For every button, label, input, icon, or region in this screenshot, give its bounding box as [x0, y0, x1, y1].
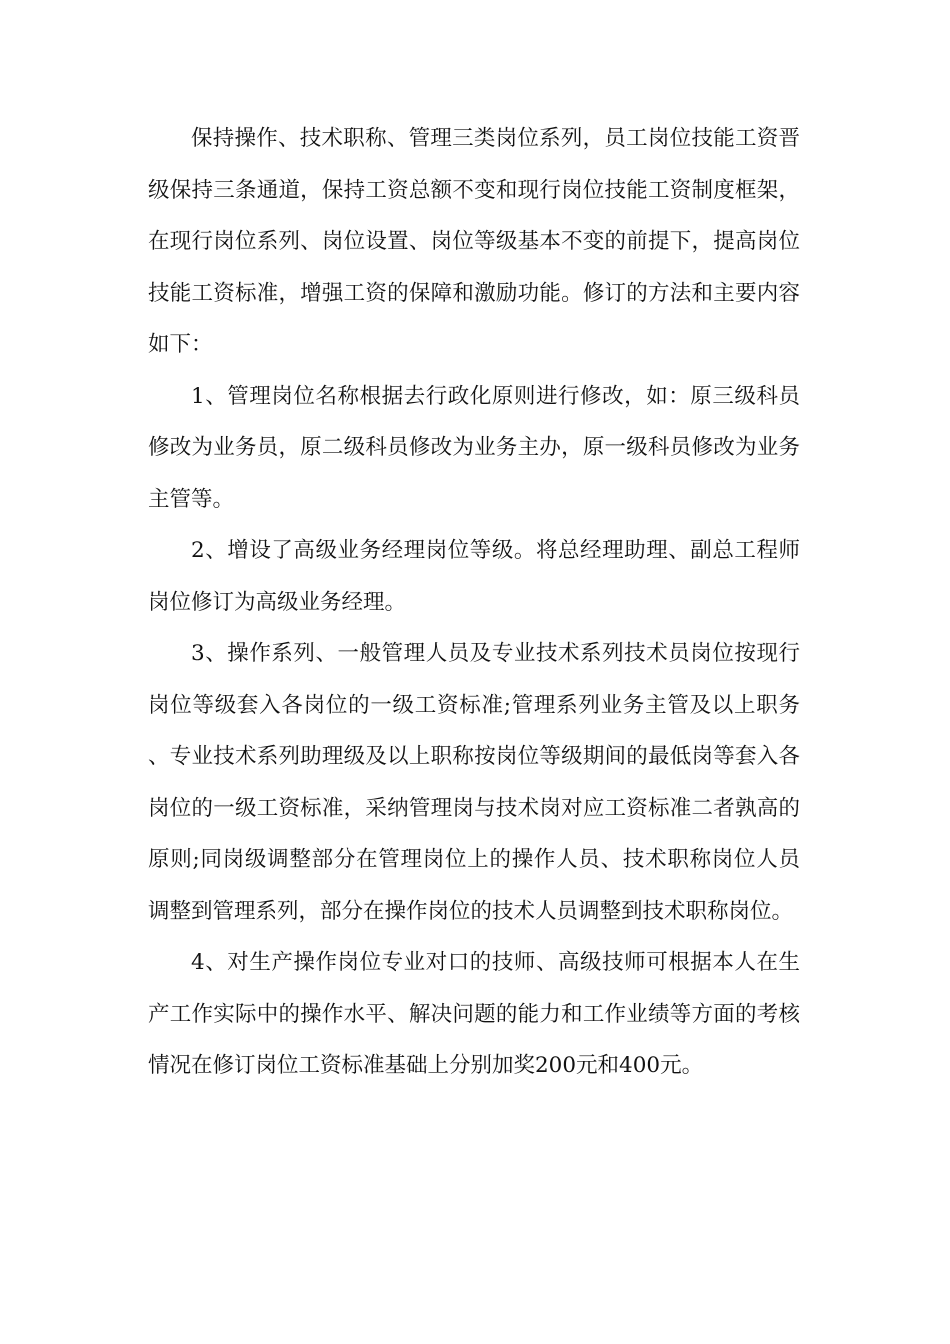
paragraph-intro: 保持操作、技术职称、管理三类岗位系列，员工岗位技能工资晋级保持三条通道，保持工资总额不变和现行岗位技能工资制度框架，在现行岗位系列、岗位设置、岗位等级基本不变的前提下，提高岗位技能工资标准，增强工资的保障和激励功能。修订的方法和主要内容如下：: [148, 126, 800, 357]
paragraph-item-3: 3、操作系列、一般管理人员及专业技术系列技术员岗位按现行岗位等级套入各岗位的一级工资标准;管理系列业务主管及以上职务、专业技术系列助理级及以上职称按岗位等级期间的最低岗等套入各岗位的一级工资标准，采纳管理岗与技术岗对应工资标准二者孰高的原则;同岗级调整部分在管理岗位上的操作人员、技术职称岗位人员调整到管理系列，部分在操作岗位的技术人员调整到技术职称岗位。: [148, 641, 800, 924]
paragraph-item-1: 1、管理岗位名称根据去行政化原则进行修改，如：原三级科员修改为业务员，原二级科员修改为业务主办，原一级科员修改为业务主管等。: [148, 383, 800, 512]
paragraph-item-2: 2、增设了高级业务经理岗位等级。将总经理助理、副总工程师岗位修订为高级业务经理。: [148, 538, 800, 615]
document-body: [148, 113, 800, 1092]
paragraph-item-4: 4、对生产操作岗位专业对口的技师、高级技师可根据本人在生产工作实际中的操作水平、解决问题的能力和工作业绩等方面的考核情况在修订岗位工资标准基础上分别加奖200元和400元。: [148, 950, 800, 1078]
